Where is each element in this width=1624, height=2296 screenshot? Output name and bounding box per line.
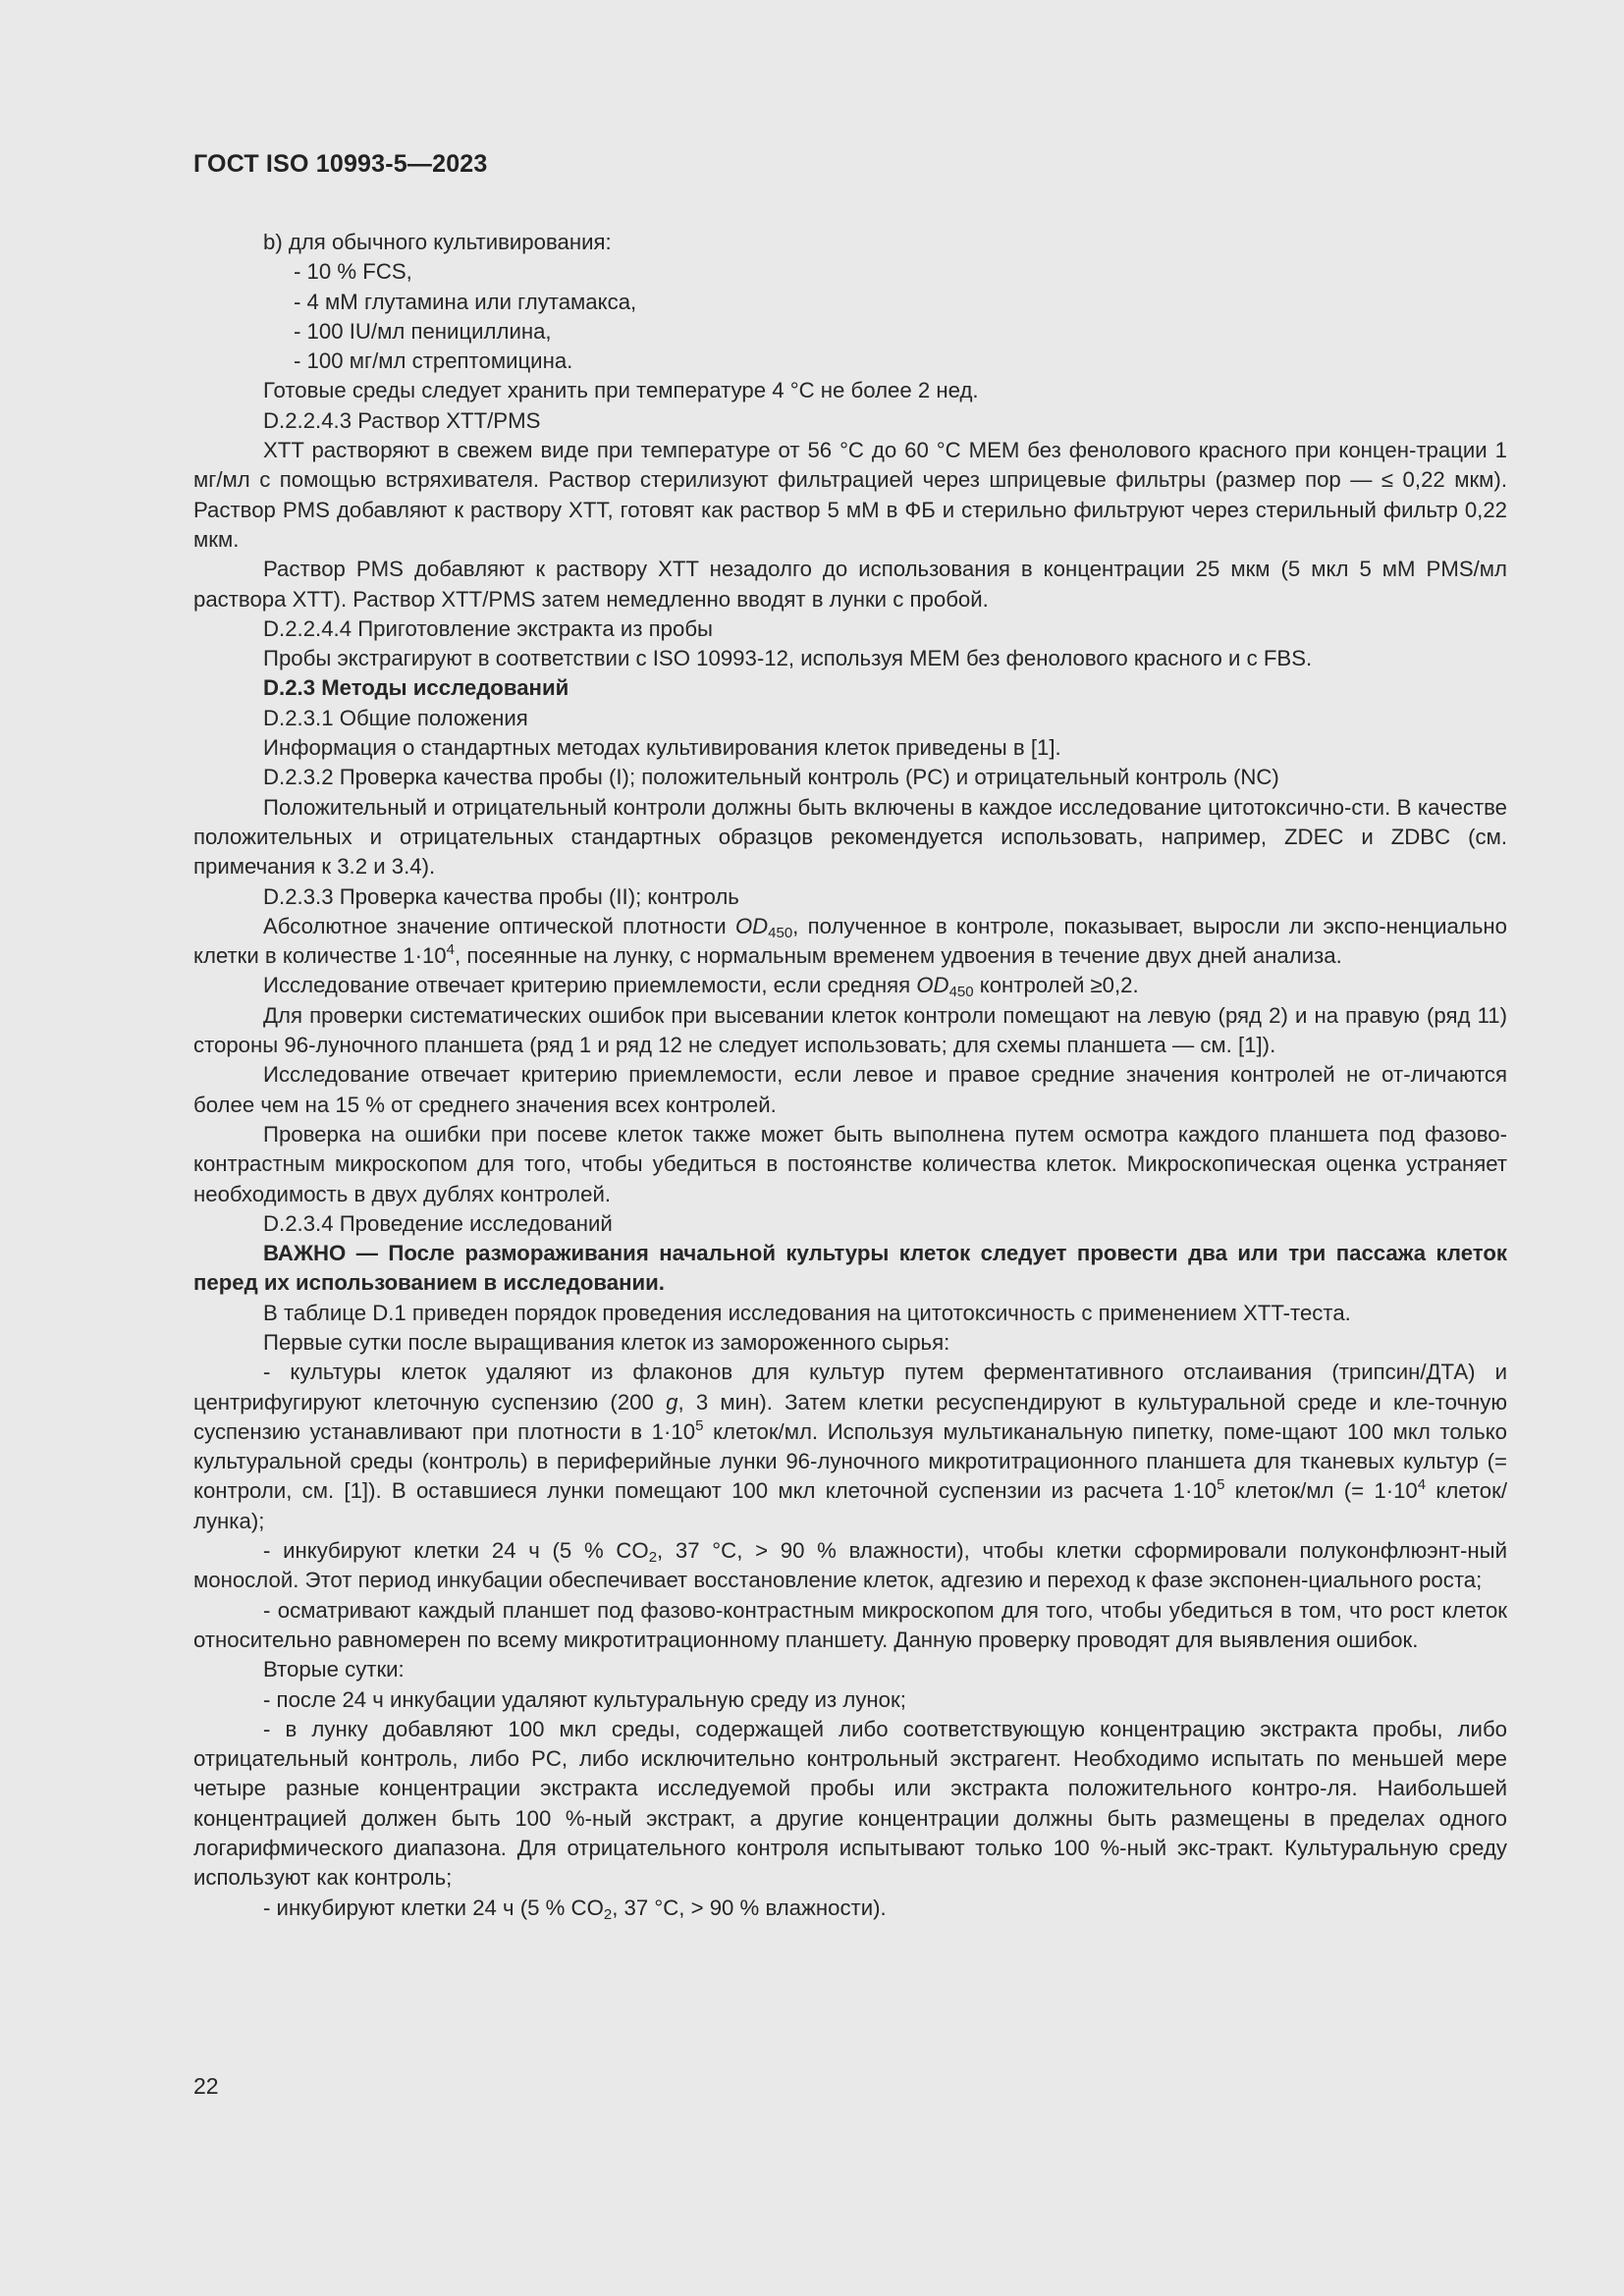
paragraph: D.2.3.1 Общие положения [263,705,528,730]
paragraph: - осматривают каждый планшет под фазово-контрастным микроскопом для того, чтобы убедиться в том, что рост клеток относительно равномерен по всему микротитрационному планшету. Данную проверку проводят для выявления ошибок. [193,1597,1507,1652]
text-run: клеток/лунка); [193,1478,1508,1533]
text-run: контролей ≥0,2. [973,973,1139,998]
text-run: , посеянные на лунку, с нормальным временем удвоения в течение двух дней анализа. [454,943,1342,969]
paragraph: Исследование отвечает критерию приемлемости, если левое и правое средние значения контролей не от-личаются более чем на 15 % от среднего значения всех контролей. [193,1062,1507,1117]
paragraph: Положительный и отрицательный контроли должны быть включены в каждое исследование цитотоксично-сти. В качестве положительных и отрицательных стандартных образцов рекомендуется использовать, например, ZDEC и ZDBC (см. примечания к 3.2 и 3.4). [193,794,1507,880]
paragraph: Вторые сутки: [263,1657,405,1682]
text-run: - инкубируют клетки 24 ч (5 % CO [263,1895,604,1920]
paragraph: b) для обычного культивирования: [263,230,612,254]
text-run: 2 [648,1549,658,1567]
text-run: 2 [603,1905,613,1923]
text-run: OD [916,973,949,998]
text-run: клеток/мл (= 1·10 [1224,1478,1418,1504]
paragraph: - после 24 ч инкубации удаляют культуральную среду из лунок; [263,1686,906,1712]
text-run: 450 [768,924,793,941]
paragraph: D.2.3.4 Проведение исследований [263,1210,613,1236]
paragraph: Информация о стандартных методах культивирования клеток приведены в [1]. [263,735,1061,761]
paragraph: Пробы экстрагируют в соответствии с ISO 10993-12, используя MEM без фенолового красного и с FBS. [263,646,1313,671]
document-body [193,228,1507,1923]
paragraph [193,971,1507,1000]
paragraph: Проверка на ошибки при посеве клеток также может быть выполнена путем осмотра каждого планшета под фазово-контрастным микроскопом для того, чтобы убедиться в постоянстве количества клеток. Микроскопическая оценка устраняет необходимость в двух дублях контролей. [193,1121,1507,1206]
paragraph: Раствор PMS добавляют к раствору XTT незадолго до использования в концентрации 25 мкм (5 мкл 5 мМ PMS/мл раствора XTT). Раствор XTT/PMS затем немедленно вводят в лунки с пробой. [193,557,1507,612]
text-run: , 3 мин). Затем клетки ресуспендируют в культуральной среде и кле-точную суспензию устанавливают при плотности в 1·10 [193,1389,1507,1444]
text-run: , полученное в контроле, показывает, выросли ли экспо-ненциально клетки в количестве 1·10 [193,913,1507,969]
paragraph: D.2.3.2 Проверка качества пробы (I); положительный контроль (PC) и отрицательный контроль (NC) [263,765,1279,790]
text-run: 4 [1417,1476,1427,1494]
paragraph: D.2.3.3 Проверка качества пробы (II); контроль [263,883,739,909]
page-number: 22 [193,2073,219,2099]
text-run: - культуры клеток удаляют из флаконов для культур путем ферментативного отслаивания (трипсин/ДТА) и центрифугируют клеточную суспензию (200 [193,1360,1507,1415]
text-run: , 37 °C, > 90 % влажности). [612,1895,887,1920]
text-run: 5 [695,1416,704,1434]
text-run: - инкубируют клетки 24 ч (5 % CO [263,1538,649,1564]
paragraph: - 100 мг/мл стрептомицина. [294,348,573,374]
paragraph: Для проверки систематических ошибок при высевании клеток контроли помещают на левую (ряд 2) и на правую (ряд 11) стороны 96-луночного планшета (ряд 1 и ряд 12 не следует использовать; для схемы планшета — см. [1]). [193,1002,1507,1058]
paragraph: - 4 мМ глутамина или глутамакса, [294,289,637,314]
paragraph: В таблице D.1 приведен порядок проведения исследования на цитотоксичность с применением XTT-теста. [263,1300,1351,1325]
paragraph: Готовые среды следует хранить при температуре 4 °C не более 2 нед. [263,378,979,403]
text-run: , 37 °C, > 90 % влажности), чтобы клетки сформировали полуконфлюэнт-ный монослой. Этот период инкубации обеспечивает восстановление клеток, адгезию и переход к фазе экспонен-циального роста; [193,1538,1507,1593]
paragraph: D.2.3 Методы исследований [263,675,569,701]
document-header: ГОСТ ISO 10993-5—2023 [193,150,488,178]
paragraph: D.2.2.4.3 Раствор XTT/PMS [263,407,541,433]
text-run: Абсолютное значение оптической плотности [263,913,735,938]
paragraph: - 100 IU/мл пенициллина, [294,318,552,344]
text-run: OD [734,913,769,938]
paragraph [193,1894,1507,1923]
paragraph: - 10 % FCS, [294,259,412,285]
paragraph: ВАЖНО — После размораживания начальной культуры клеток следует провести два или три пассажа клеток перед их использованием в исследовании. [193,1241,1507,1296]
paragraph: XTT растворяют в свежем виде при температуре от 56 °C до 60 °C MEM без фенолового красного при концен-трации 1 мг/мл с помощью встряхивателя. Раствор стерилизуют фильтрацией через шприцевые фильтры (размер пор — ≤ 0,22 мкм). Раствор PMS добавляют к раствору XTT, готовят как раствор 5 мМ в ФБ и стерильно фильтруют через стерильный фильтр 0,22 мкм. [193,438,1507,552]
paragraph: Первые сутки после выращивания клеток из замороженного сырья: [263,1329,950,1355]
paragraph: D.2.2.4.4 Приготовление экстракта из пробы [263,615,713,641]
paragraph [193,1358,1507,1536]
text-run: g [666,1389,678,1415]
text-run: клеток/мл. Используя мультиканальную пипетку, поме-щают 100 мкл только культуральной среды (контроль) в периферийные лунки 96-луночного микротитрационного планшета для тканевых культур (= контроли, см. [1]). В оставшиеся лунки помещают 100 мкл клеточной суспензии из расчета 1·10 [193,1418,1507,1504]
paragraph: - в лунку добавляют 100 мкл среды, содержащей либо соответствующую концентрацию экстракта пробы, либо отрицательный контроль, либо PC, либо исключительно контрольный экстрагент. Необходимо испытать по меньшей мере четыре разные концентрации экстракта исследуемой пробы или экстракта положительного контро-ля. Наибольшей концентрацией должен быть 100 %-ный экстракт, а другие концентрации должны быть размещены в пределах одного логарифмического диапазона. Для отрицательного контроля испытывают только 100 %-ный экс-тракт. Культуральную среду используют как контроль; [193,1716,1507,1891]
text-run: 5 [1217,1476,1225,1494]
paragraph [193,912,1507,972]
paragraph [193,1536,1507,1596]
text-run: Исследование отвечает критерию приемлемости, если средняя [263,973,917,998]
text-run: 4 [446,941,455,959]
text-run: 450 [948,984,974,1001]
